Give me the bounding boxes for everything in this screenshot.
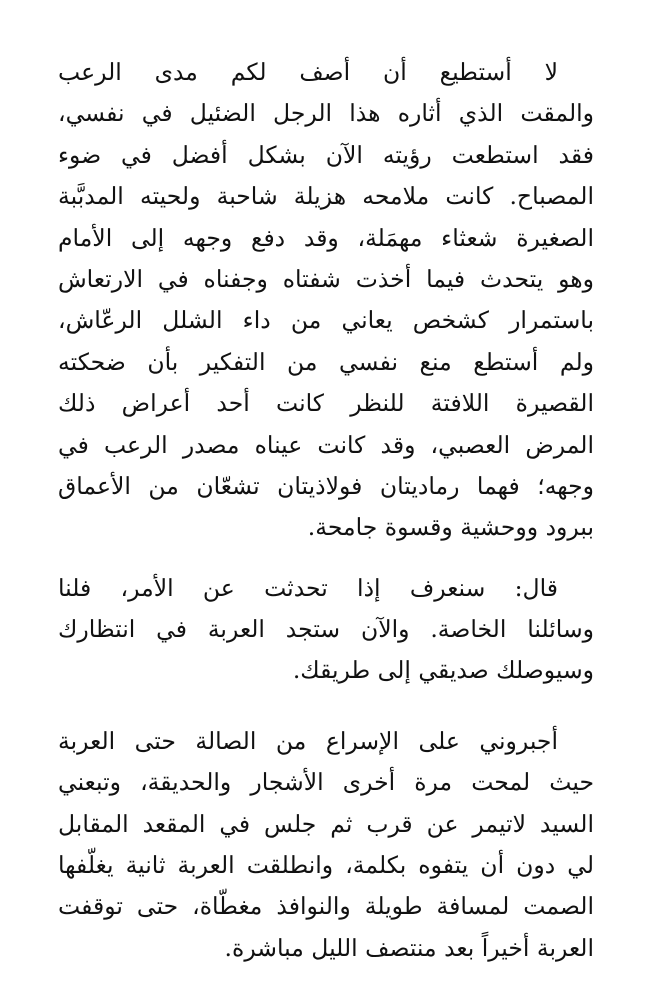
text-line: قال: سنعرف إذا تحدثت عن الأمر، فلنا	[58, 573, 558, 602]
text-line: العربة أخيراً بعد منتصف الليل مباشرة.	[224, 933, 594, 962]
text-line: وسيوصلك صديقي إلى طريقك.	[292, 656, 594, 685]
text-line: أجبروني على الإسراع من الصالة حتى العربة	[58, 726, 558, 755]
paragraph-1	[58, 52, 594, 549]
text-line: الصغيرة شعثاء مهمَلة، وقد دفع وجهه إلى الأمام	[58, 223, 594, 252]
text-line: والمقت الذي أثاره هذا الرجل الضئيل في نفسي،	[58, 99, 594, 128]
text-line: فقد استطعت رؤيته الآن بشكل أفضل في ضوء	[58, 140, 594, 169]
text-line: السيد لاتيمر عن قرب ثم جلس في المقعد المقابل	[58, 809, 594, 838]
text-line: ولم أستطع منع نفسي من التفكير بأن ضحكته	[58, 347, 594, 376]
text-line: المصباح. كانت ملامحه هزيلة شاحبة ولحيته المدبَّبة	[58, 182, 594, 211]
text-line: القصيرة اللافتة للنظر كانت أحد أعراض ذلك	[58, 389, 594, 418]
paragraph-2	[58, 568, 594, 692]
text-line: حيث لمحت مرة أخرى الأشجار والحديقة، وتبعني	[58, 768, 594, 797]
text-line: باستمرار كشخص يعاني من داء الشلل الرعّاش،	[58, 306, 594, 335]
text-line: وسائلنا الخاصة. والآن ستجد العربة في انتظارك	[58, 615, 594, 644]
text-line: الصمت لمسافة طويلة والنوافذ مغطّاة، حتى توقفت	[58, 892, 594, 921]
text-line: لي دون أن يتفوه بكلمة، وانطلقت العربة ثانية يغلّفها	[58, 851, 594, 880]
text-line: ببرود ووحشية وقسوة جامحة.	[307, 513, 594, 542]
paragraph-gap	[58, 549, 594, 568]
paragraph-3	[58, 721, 594, 969]
text-line: المرض العصبي، وقد كانت عيناه مصدر الرعب في	[58, 430, 594, 459]
text-line: وهو يتحدث فيما أخذت شفتاه وجفناه في الارتعاش	[58, 264, 594, 293]
text-line: لا أستطيع أن أصف لكم مدى الرعب	[58, 58, 558, 86]
paragraph-gap	[58, 692, 594, 721]
text-line: وجهه؛ فهما رماديتان فولاذيتان تشعّان من الأعماق	[58, 471, 594, 500]
